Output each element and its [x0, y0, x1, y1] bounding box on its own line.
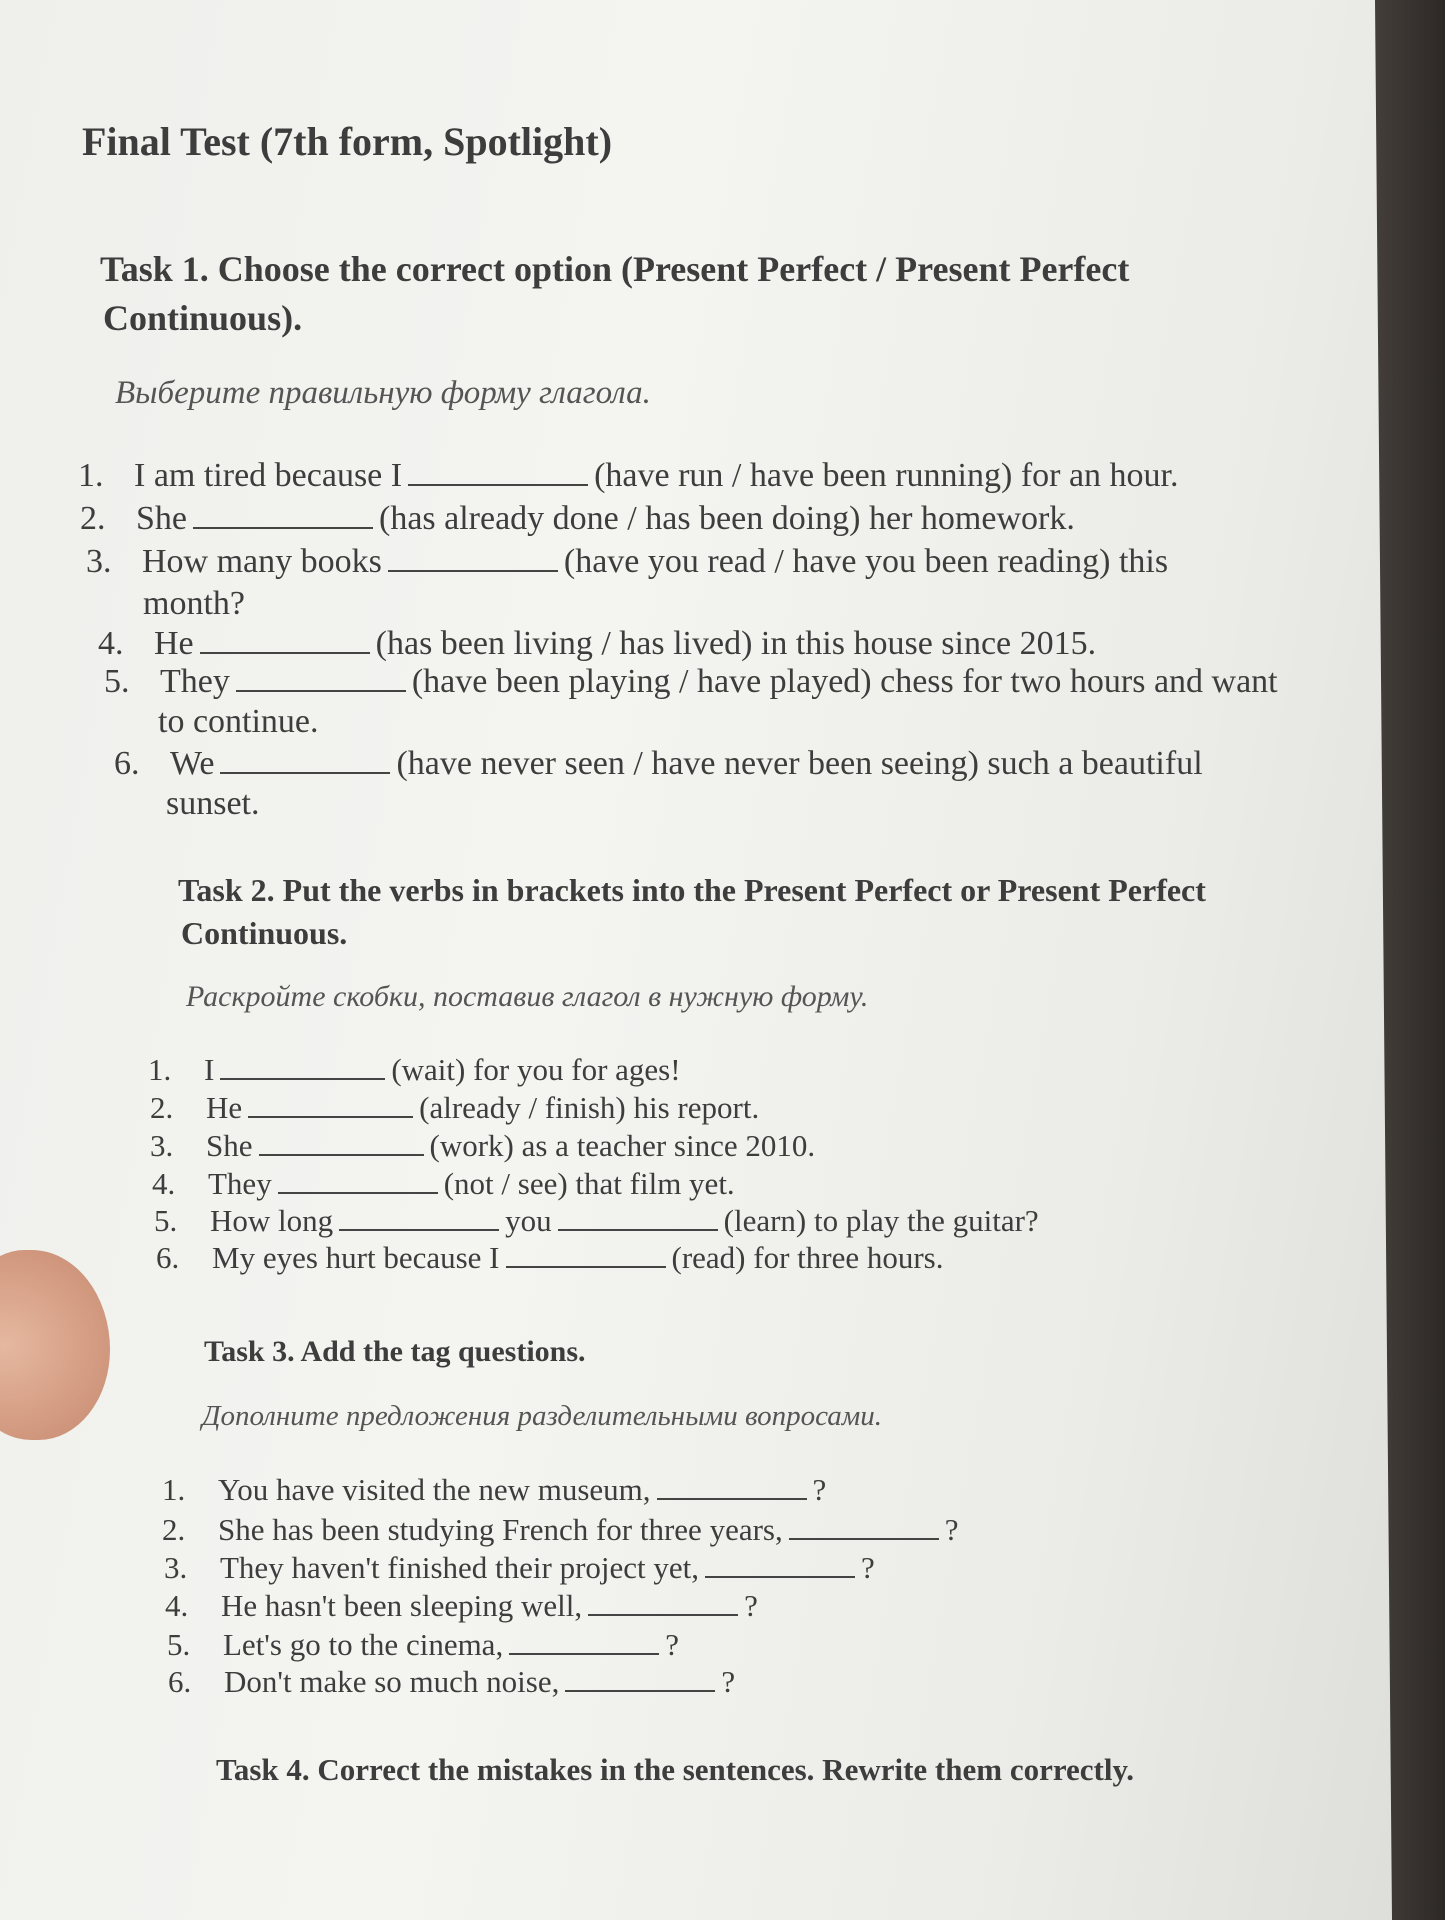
task3-item [164, 1550, 875, 1586]
question-mark: ? [665, 1627, 679, 1662]
item-number: 3. [150, 1128, 174, 1163]
item-text: They haven't finished their project yet, [220, 1550, 700, 1585]
task1-heading-line1: Task 1. Choose the correct option (Present Perfect / Present Perfect [100, 249, 1130, 289]
answer-blank[interactable] [509, 1652, 659, 1655]
question-mark: ? [812, 1472, 827, 1507]
item-text: I [204, 1052, 215, 1087]
task1-instruction: Выберите правильную форму глагола. [115, 375, 651, 411]
answer-blank[interactable] [657, 1497, 807, 1500]
item-number: 5. [154, 1203, 178, 1238]
answer-blank[interactable] [408, 483, 588, 486]
answer-blank[interactable] [236, 689, 406, 692]
item-text: How long [210, 1203, 334, 1238]
item-number: 3. [164, 1550, 188, 1585]
task1-item-continuation: sunset. [166, 785, 260, 822]
item-number: 6. [168, 1664, 192, 1699]
item-text: Don't make so much noise, [224, 1664, 560, 1699]
page-title: Final Test (7th form, Spotlight) [82, 119, 613, 164]
item-text: She [136, 500, 187, 537]
task2-instruction: Раскройте скобки, поставив глагол в нужную форму. [186, 980, 869, 1013]
item-text: you [505, 1203, 552, 1238]
item-text: (have never seen / have never been seeing) such a beautiful [396, 745, 1203, 782]
question-mark: ? [861, 1550, 875, 1585]
item-text: They [160, 663, 230, 700]
question-mark: ? [721, 1664, 736, 1699]
task2-item [154, 1203, 1039, 1239]
item-text: (learn) to play the guitar? [723, 1203, 1039, 1238]
task3-item [167, 1627, 679, 1663]
item-number: 4. [98, 625, 124, 662]
item-text: (have you read / have you been reading) this [563, 543, 1169, 580]
task1-item [78, 457, 1179, 495]
task1-item [98, 625, 1096, 663]
item-number: 6. [156, 1240, 180, 1275]
item-text: He hasn't been sleeping well, [221, 1588, 583, 1623]
item-text: (not / see) that film yet. [443, 1166, 735, 1201]
task1-item [114, 745, 1203, 783]
task3-item [162, 1472, 826, 1508]
answer-blank[interactable] [588, 1613, 738, 1616]
task1-item [86, 543, 1168, 581]
item-text: She has been studying French for three years, [218, 1512, 783, 1547]
item-number: 5. [167, 1627, 191, 1662]
item-number: 1. [78, 457, 104, 494]
item-text: I am tired because I [134, 457, 403, 494]
item-text: How many books [142, 543, 382, 580]
task1-item-continuation: month? [143, 585, 245, 622]
answer-blank[interactable] [705, 1575, 855, 1578]
item-number: 2. [80, 500, 106, 537]
answer-blank[interactable] [220, 771, 390, 774]
answer-blank[interactable] [339, 1228, 499, 1231]
answer-blank[interactable] [558, 1228, 718, 1231]
task1-heading-line2: Continuous). [103, 298, 303, 338]
question-mark: ? [944, 1512, 959, 1547]
task3-item [168, 1664, 735, 1700]
answer-blank[interactable] [388, 569, 558, 572]
item-number: 6. [114, 745, 140, 782]
item-number: 4. [152, 1166, 176, 1201]
task1-item [80, 500, 1075, 538]
task2-heading-line1: Task 2. Put the verbs in brackets into the Present Perfect or Present Perfect [178, 872, 1206, 908]
answer-blank[interactable] [278, 1191, 438, 1194]
answer-blank[interactable] [193, 526, 373, 529]
answer-blank[interactable] [220, 1077, 385, 1080]
task3-item [165, 1588, 758, 1624]
answer-blank[interactable] [789, 1537, 939, 1540]
answer-blank[interactable] [248, 1115, 413, 1118]
task2-item [156, 1240, 944, 1276]
item-number: 3. [86, 543, 112, 580]
answer-blank[interactable] [506, 1265, 666, 1268]
item-number: 2. [150, 1090, 174, 1125]
item-text: They [208, 1166, 272, 1201]
item-text: (wait) for you for ages! [391, 1052, 681, 1087]
task1-item [104, 663, 1278, 701]
question-mark: ? [744, 1588, 758, 1623]
answer-blank[interactable] [259, 1153, 424, 1156]
task2-item [150, 1128, 815, 1164]
task3-item [162, 1512, 959, 1548]
item-number: 1. [148, 1052, 172, 1087]
item-number: 2. [162, 1512, 186, 1547]
item-text: (has been living / has lived) in this house since 2015. [375, 625, 1097, 662]
item-number: 4. [165, 1588, 189, 1623]
task2-heading-line2: Continuous. [181, 915, 348, 951]
task3-heading: Task 3. Add the tag questions. [204, 1335, 586, 1368]
answer-blank[interactable] [200, 651, 370, 654]
item-number: 5. [104, 663, 130, 700]
item-text: (has already done / has been doing) her homework. [379, 500, 1075, 537]
task2-item [150, 1090, 759, 1126]
item-text: He [206, 1090, 243, 1125]
item-text: He [154, 625, 194, 662]
item-text: (already / finish) his report. [419, 1090, 760, 1125]
task1-item-continuation: to continue. [158, 703, 319, 740]
item-text: (have been playing / have played) chess for two hours and want [411, 663, 1278, 700]
task2-item [148, 1052, 681, 1088]
item-text: My eyes hurt because I [212, 1240, 500, 1275]
task2-item [152, 1166, 735, 1202]
item-text: (work) as a teacher since 2010. [429, 1128, 816, 1163]
task4-heading: Task 4. Correct the mistakes in the sentences. Rewrite them correctly. [216, 1752, 1135, 1787]
answer-blank[interactable] [565, 1689, 715, 1692]
item-text: (read) for three hours. [671, 1240, 944, 1275]
task3-instruction: Дополните предложения разделительными вопросами. [202, 1400, 883, 1432]
item-number: 1. [162, 1472, 186, 1507]
item-text: She [206, 1128, 253, 1163]
item-text: We [170, 745, 215, 782]
item-text: Let's go to the cinema, [223, 1627, 504, 1662]
item-text: You have visited the new museum, [218, 1472, 651, 1507]
item-text: (have run / have been running) for an hour. [594, 457, 1179, 494]
